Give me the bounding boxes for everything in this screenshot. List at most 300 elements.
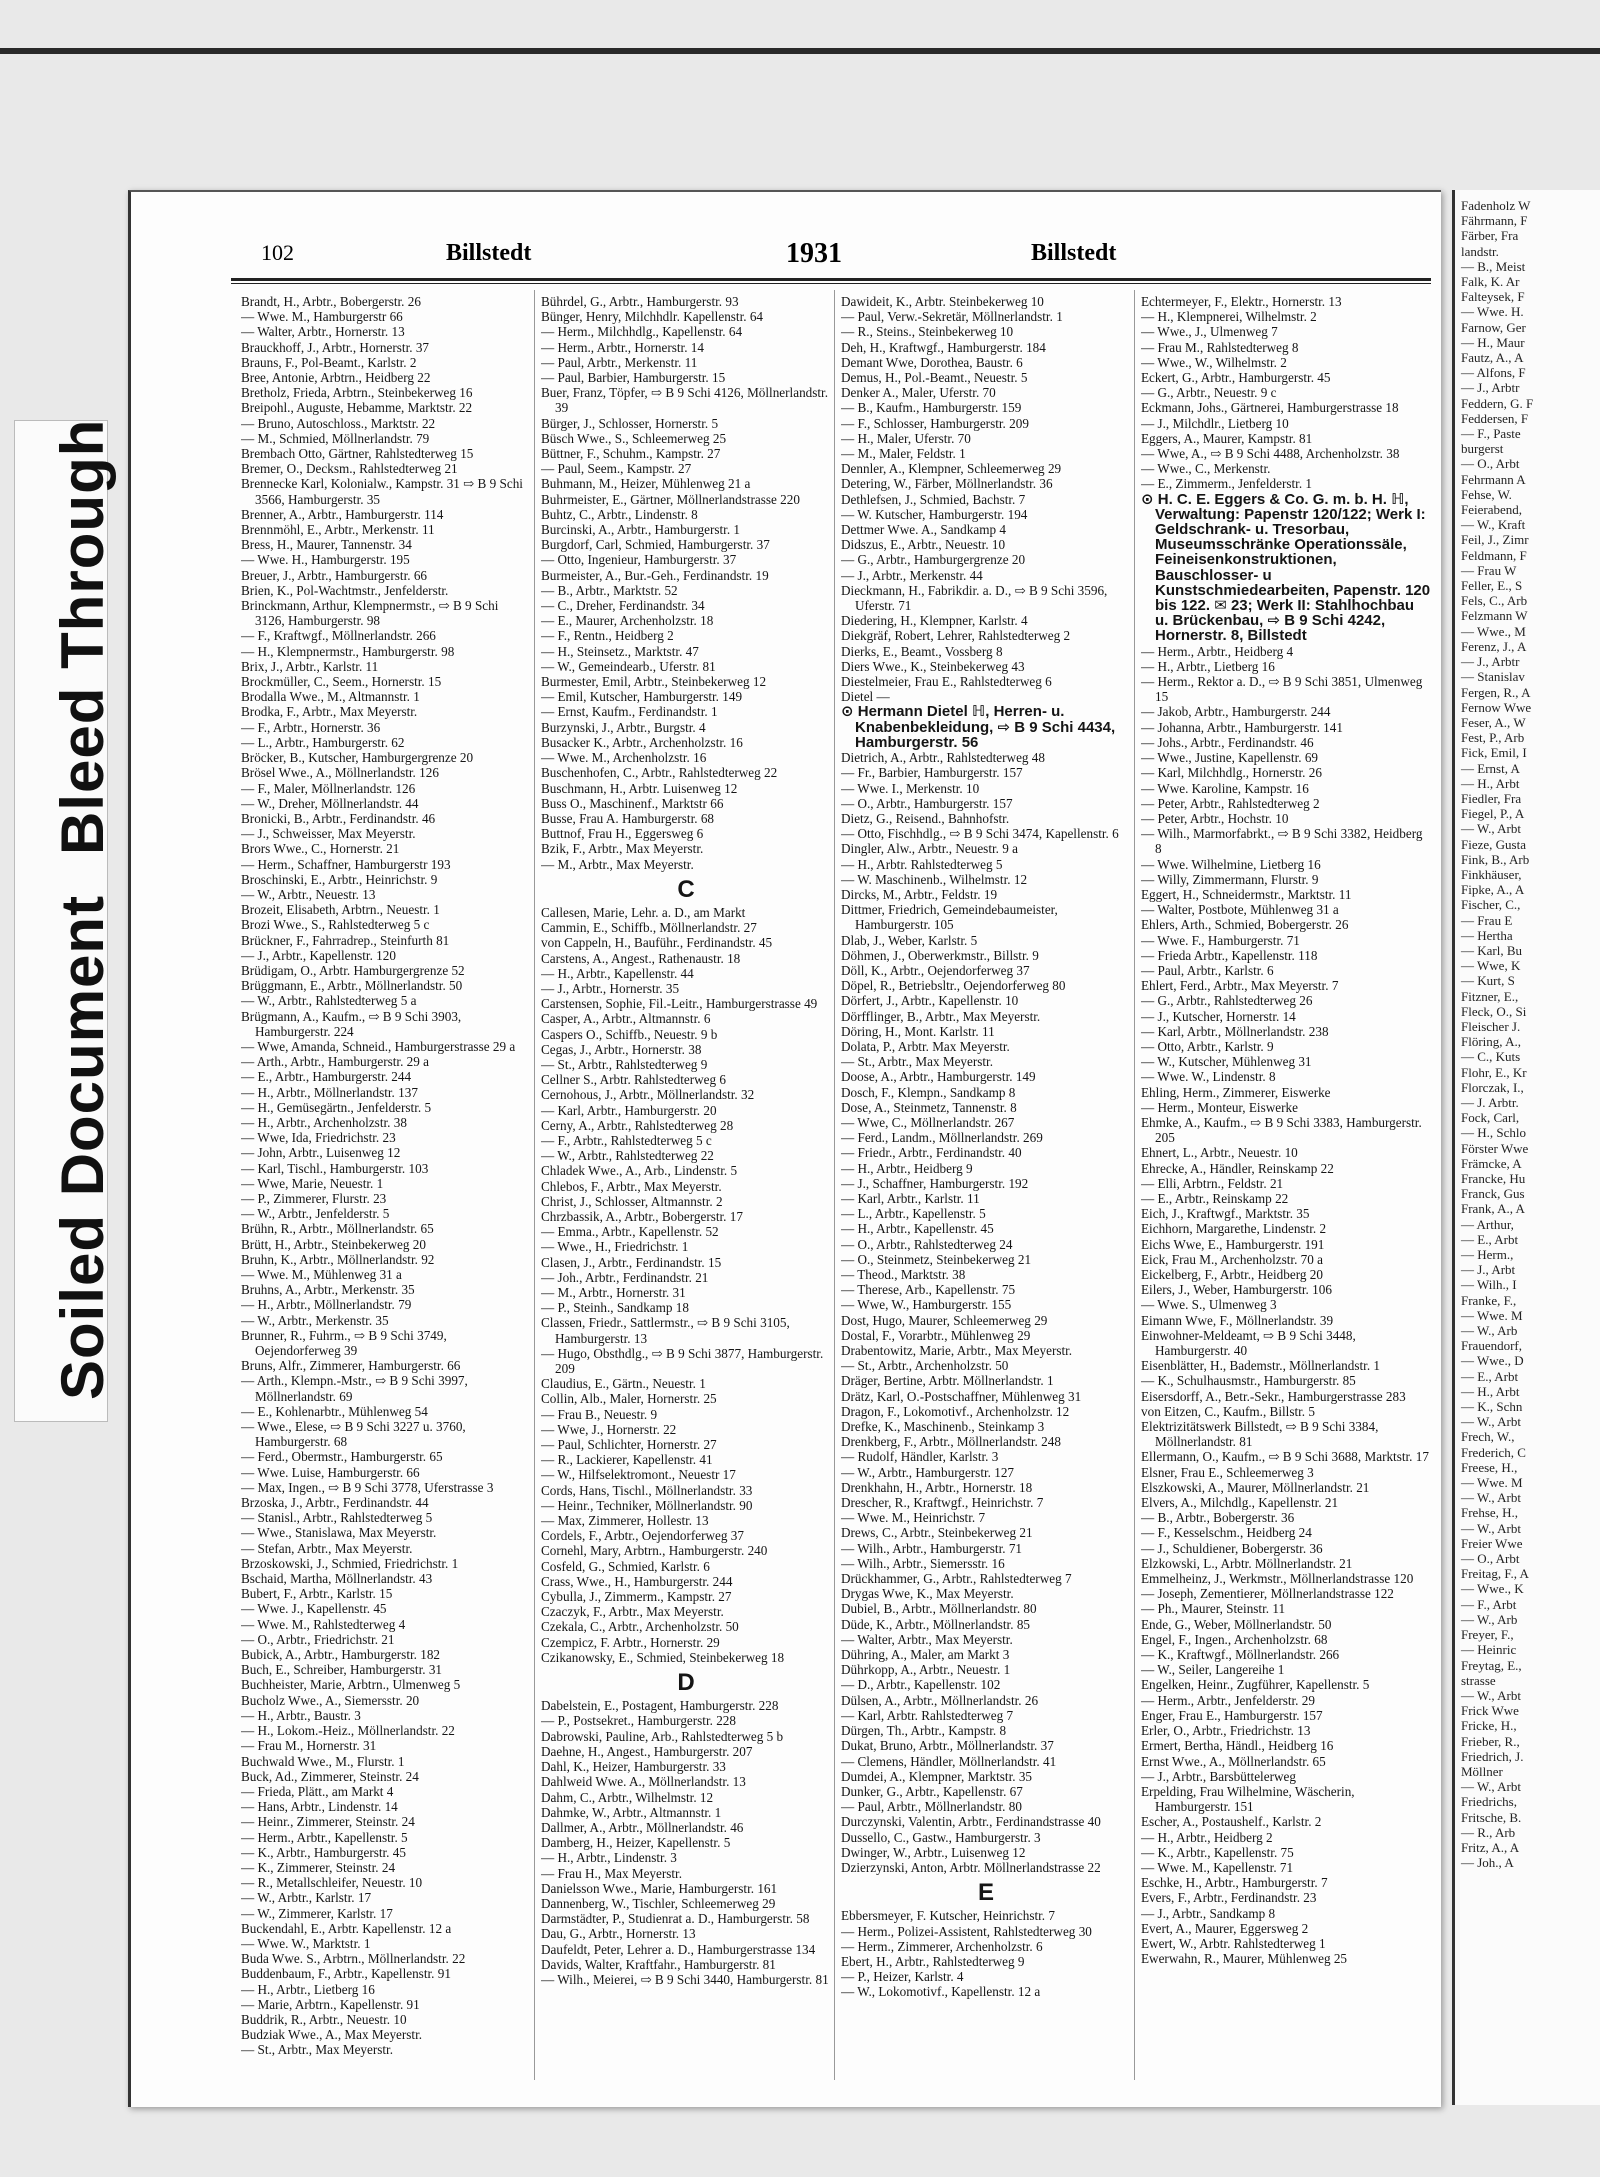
directory-entry: Buch, E., Schreiber, Hamburgerstr. 31 xyxy=(241,1662,443,1678)
directory-entry: Escher, A., Postaushelf., Karlstr. 2 xyxy=(1141,1814,1322,1830)
adjacent-page-line: Fautz, A., A xyxy=(1461,350,1524,366)
directory-entry: — G., Arbtr., Rahlstedterweg 26 xyxy=(1141,993,1313,1009)
directory-entry: — Paul, Arbtr., Möllnerlandstr. 80 xyxy=(841,1799,1022,1815)
directory-entry: — P., Steinh., Sandkamp 18 xyxy=(541,1300,689,1316)
directory-entry: Cords, Hans, Tischl., Möllnerlandstr. 33 xyxy=(541,1482,753,1498)
label-bleed-through: Bleed Through xyxy=(49,418,116,855)
directory-entry: — Wilh., Meierei, ⇨ B 9 Schi 3440, Hamburgerstr. 81 xyxy=(541,1971,829,1987)
directory-entry: — H., Arbtr., Lietberg 16 xyxy=(241,1981,375,1997)
directory-entry: Dwinger, W., Arbtr., Luisenweg 12 xyxy=(841,1844,1026,1860)
directory-entry: Eick, Frau M., Archenholzstr. 70 a xyxy=(1141,1251,1324,1267)
adjacent-page-line: — Wilh., I xyxy=(1461,1277,1517,1293)
directory-entry: Dragon, F., Lokomotivf., Archenholzstr. 12 xyxy=(841,1403,1070,1419)
adjacent-page-line: Frieber, R., xyxy=(1461,1733,1520,1749)
directory-entry: Eckert, G., Arbtr., Hamburgerstr. 45 xyxy=(1141,370,1331,386)
adjacent-page-line: Friedrich, J. xyxy=(1461,1748,1524,1764)
directory-entry: — J., Schweisser, Max Meyerstr. xyxy=(241,826,416,842)
directory-entry: — Wwe. Karoline, Kampstr. 16 xyxy=(1141,780,1309,796)
directory-entry: — Heinr., Techniker, Möllnerlandstr. 90 xyxy=(541,1497,753,1513)
directory-entry: — W., Gemeindearb., Uferstr. 81 xyxy=(541,658,716,674)
adjacent-page-line: — R., Arb xyxy=(1461,1824,1516,1840)
adjacent-page-line: — Wwe. M xyxy=(1461,1307,1523,1323)
directory-entry: — Herm., Arbtr., Kapellenstr. 5 xyxy=(241,1829,408,1845)
directory-entry: — O., Steinmetz, Steinbekerweg 21 xyxy=(841,1251,1032,1267)
directory-entry: Cernohous, J., Arbtr., Möllnerlandstr. 32 xyxy=(541,1087,755,1103)
directory-entry: — J., Arbtr., Barsbüttelerweg xyxy=(1141,1768,1296,1784)
adjacent-page-line: Freytag, E., xyxy=(1461,1657,1522,1673)
directory-entry: — Karl, Arbtr., Möllnerlandstr. 238 xyxy=(1141,1023,1329,1039)
directory-entry: — Wwe. I., Merkenstr. 10 xyxy=(841,780,980,796)
directory-entry: Czempicz, F. Arbtr., Hornerstr. 29 xyxy=(541,1634,720,1650)
directory-entry: Dräger, Bertine, Arbtr. Möllnerlandstr. 1 xyxy=(841,1373,1054,1389)
directory-entry: — H., Arbtr. Rahlstedterweg 5 xyxy=(841,856,1003,872)
directory-entry: — H., Klempnermstr., Hamburgerstr. 98 xyxy=(241,643,455,659)
section-letter: C xyxy=(677,875,695,903)
directory-entry: — Frieda, Plätt., am Markt 4 xyxy=(241,1783,394,1799)
directory-entry: — Rudolf, Händler, Karlstr. 3 xyxy=(841,1449,999,1465)
directory-entry: — Heinr., Zimmerer, Steinstr. 24 xyxy=(241,1814,415,1830)
directory-entry: — W., Arbtr., Rahlstedterweg 22 xyxy=(541,1148,714,1164)
adjacent-page-line: Fick, Emil, I xyxy=(1461,745,1527,761)
directory-entry: Callesen, Marie, Lehr. a. D., am Markt xyxy=(541,904,746,920)
directory-entry: Brauckhoff, J., Arbtr., Hornerstr. 37 xyxy=(241,339,430,355)
firm-advertisement-entry: ⊙ H. C. E. Eggers & Co. G. m. b. H. ℍ, Verwaltung: Papenstr 120/122; Werk I: Geldschrank- u. Tresorbau, Museumsschränke Operationssäle, Feineisenkonstruktionen, Bauschlosser- u Kunstschmiedearbeiten, Papenstr. 120 bis 122. ✉ 23; Werk II: Stahlhochbau u. Brückenbau, ⇨ B 9 Schi 4242, Hornerstr. 8, Billstedt xyxy=(1141,490,1431,645)
directory-entry: Eickelberg, F., Arbtr., Heidberg 20 xyxy=(1141,1267,1323,1282)
directory-entry: — Karl, Tischl., Hamburgerstr. 103 xyxy=(241,1160,429,1176)
directory-entry: Brühn, R., Arbtr., Möllnerlandstr. 65 xyxy=(241,1221,434,1237)
adjacent-page-line: Feldmann, F xyxy=(1461,547,1527,563)
directory-entry: — Wwe. Luise, Hamburgerstr. 66 xyxy=(241,1464,420,1480)
adjacent-page-line: — W., Arb xyxy=(1461,1611,1518,1627)
directory-entry: Brockmüller, C., Seem., Hornerstr. 15 xyxy=(241,674,442,690)
directory-entry: — Wwe. M., Kapellenstr. 71 xyxy=(1141,1859,1294,1875)
directory-entry: — Wilh., Marmorfabrkt., ⇨ B 9 Schi 3382, Heidberg 8 xyxy=(1141,826,1423,857)
directory-entry: — H., Lokom.-Heiz., Möllnerlandstr. 22 xyxy=(241,1723,455,1739)
directory-entry: Buhtz, C., Arbtr., Lindenstr. 8 xyxy=(541,506,698,522)
directory-entry: Chladek Wwe., A., Arb., Lindenstr. 5 xyxy=(541,1163,738,1179)
directory-entry: — W., Arbtr., Neuestr. 13 xyxy=(241,886,376,902)
directory-entry: Brüdigam, O., Arbtr. Hamburgergrenze 52 xyxy=(241,962,465,978)
directory-entry: Dierks, E., Beamt., Vossberg 8 xyxy=(841,643,1003,659)
adjacent-page-line: — B., Meist xyxy=(1461,258,1526,274)
directory-entry: Burcinski, A., Arbtr., Hamburgerstr. 1 xyxy=(541,522,741,538)
directory-entry: Dennler, A., Klempner, Schleemerweg 29 xyxy=(841,461,1062,477)
directory-entry: Brinckmann, Arthur, Klempnermstr., ⇨ B 9 Schi 3126, Hamburgerstr. 98 xyxy=(241,598,499,629)
directory-entry: Buhmann, M., Heizer, Mühlenweg 21 a xyxy=(541,476,751,492)
directory-entry: — St., Arbtr., Max Meyerstr. xyxy=(841,1054,994,1070)
directory-entry: — W. Maschinenb., Wilhelmstr. 12 xyxy=(841,871,1028,887)
directory-entry: Eisersdorff, A., Betr.-Sekr., Hamburgerstrasse 283 xyxy=(1141,1388,1406,1404)
directory-entry: — R., Lackierer, Kapellenstr. 41 xyxy=(541,1452,713,1468)
directory-entry: Cordels, F., Arbtr., Oejendorferweg 37 xyxy=(541,1528,744,1544)
directory-entry: Czikanowsky, E., Schmied, Steinbekerweg 18 xyxy=(541,1649,785,1665)
page-number: 102 xyxy=(261,240,294,265)
directory-entry: — H., Steinsetz., Marktstr. 47 xyxy=(541,643,699,659)
directory-entry: — Elli, Arbtrn., Feldstr. 21 xyxy=(1141,1175,1284,1191)
directory-entry: Brandt, H., Arbtr., Bobergerstr. 26 xyxy=(241,294,421,309)
adjacent-page-line: Freyer, F., xyxy=(1461,1627,1514,1643)
directory-entry: — Wwe., Stanislawa, Max Meyerstr. xyxy=(241,1525,437,1541)
directory-entry: — Stanisl., Arbtr., Rahlstedterweg 5 xyxy=(241,1510,433,1526)
directory-entry: Dabrowski, Pauline, Arb., Rahlstedterweg 5 b xyxy=(541,1728,784,1744)
directory-entry: Dietrich, A., Arbtr., Rahlstedterweg 48 xyxy=(841,750,1045,766)
directory-entry: Dühring, A., Maler, am Markt 3 xyxy=(841,1647,1010,1663)
adjacent-page-line: — O., Arbt xyxy=(1461,1551,1520,1567)
directory-entry: Damberg, H., Heizer, Kapellenstr. 5 xyxy=(541,1835,731,1851)
directory-entry: Dussello, C., Gastw., Hamburgerstr. 3 xyxy=(841,1829,1041,1845)
directory-entry: — W., Arbtr., Merkenstr. 35 xyxy=(241,1312,389,1328)
directory-entry: Döll, K., Arbtr., Oejendorferweg 37 xyxy=(841,962,1030,978)
directory-entry: — Otto, Fischhdlg., ⇨ B 9 Schi 3474, Kapellenstr. 6 xyxy=(841,826,1119,842)
adjacent-page-line: — F., Paste xyxy=(1461,426,1521,442)
directory-entry: Bucholz Wwe., A., Siemersstr. 20 xyxy=(241,1692,420,1708)
column-divider xyxy=(534,290,535,2080)
directory-entry: Dannenberg, W., Tischler, Schleemerweg 29 xyxy=(541,1895,776,1911)
adjacent-page-line: — O., Arbt xyxy=(1461,456,1520,472)
directory-entry: — Wilh., Arbtr., Hamburgerstr. 71 xyxy=(841,1540,1023,1556)
adjacent-page-line: — Stanislav xyxy=(1461,669,1525,685)
directory-entry: Dostal, F., Vorarbtr., Mühlenweg 29 xyxy=(841,1327,1031,1343)
directory-entry: — H., Maler, Uferstr. 70 xyxy=(841,430,971,446)
directory-entry: — Wwe. M., Archenholzstr. 16 xyxy=(541,750,707,766)
directory-entry: Bruhn, K., Arbtr., Möllnerlandstr. 92 xyxy=(241,1251,435,1267)
adjacent-page-line: — W., Arb xyxy=(1461,1323,1518,1339)
directory-entry: — H., Arbtr., Möllnerlandstr. 137 xyxy=(241,1084,418,1100)
adjacent-page-line: Fährmann, F xyxy=(1461,213,1528,229)
adjacent-page-line: Franke, F., xyxy=(1461,1292,1517,1308)
adjacent-page-line: Florczak, I., xyxy=(1461,1079,1524,1095)
directory-entry: — F., Arbtr., Hornerstr. 36 xyxy=(241,719,381,735)
directory-entry: — O., Arbtr., Rahlstedterweg 24 xyxy=(841,1236,1013,1252)
directory-entry: — D., Arbtr., Kapellenstr. 102 xyxy=(841,1677,1001,1693)
directory-entry: Dlab, J., Weber, Karlstr. 5 xyxy=(841,932,978,948)
directory-entry: Düde, K., Arbtr., Möllnerlandstr. 85 xyxy=(841,1616,1031,1632)
adjacent-page-line: — Wwe. M xyxy=(1461,1475,1523,1491)
directory-entry: — R., Metallschleifer, Neuestr. 10 xyxy=(241,1875,423,1891)
directory-entry: Crass, Wwe., H., Hamburgerstr. 244 xyxy=(541,1573,733,1589)
directory-entry: Cammin, E., Schiffb., Möllnerlandstr. 27 xyxy=(541,920,757,936)
directory-entry: Ehling, Herm., Zimmerer, Eiswerke xyxy=(1141,1084,1331,1100)
directory-entry: Büttner, F., Schuhm., Kampstr. 27 xyxy=(541,446,721,462)
directory-entry: — J., Kutscher, Hornerstr. 14 xyxy=(1141,1008,1296,1024)
directory-entry: — Wwe, Marie, Neuestr. 1 xyxy=(241,1175,384,1191)
directory-entry: Detering, W., Färber, Möllnerlandstr. 36 xyxy=(841,476,1053,492)
adjacent-page-line: — Karl, Bu xyxy=(1461,942,1523,958)
directory-entry: — J., Schaffner, Hamburgerstr. 192 xyxy=(841,1175,1029,1191)
directory-entry: Eichs Wwe, E., Hamburgerstr. 191 xyxy=(1141,1236,1325,1252)
directory-entry: — Paul, Barbier, Hamburgerstr. 15 xyxy=(541,370,726,386)
directory-entry: — Karl, Arbtr., Hamburgerstr. 20 xyxy=(541,1102,717,1118)
directory-entry: Ermert, Bertha, Händl., Heidberg 16 xyxy=(1141,1738,1334,1754)
directory-entry: Brennecke Karl, Kolonialw., Kampstr. 31 ⇨ B 9 Schi 3566, Hamburgerstr. 35 xyxy=(241,476,523,507)
directory-entry: Dettmer Wwe. A., Sandkamp 4 xyxy=(841,522,1006,538)
directory-entry: Dahlweid Wwe. A., Möllnerlandstr. 13 xyxy=(541,1774,746,1790)
directory-entry: — H., Arbtr., Baustr. 3 xyxy=(241,1707,361,1723)
directory-entry: Drückhammer, G., Arbtr., Rahlstedterweg 7 xyxy=(841,1571,1072,1587)
adjacent-page-line: Feierabend, xyxy=(1461,502,1523,518)
directory-entry: Busacker K., Arbtr., Archenholzstr. 16 xyxy=(541,734,743,750)
adjacent-page-line: Fischer, C., xyxy=(1461,897,1521,913)
directory-entry: — E., Arbtr., Reinskamp 22 xyxy=(1141,1190,1289,1206)
directory-entry: Buss O., Maschinenf., Marktstr 66 xyxy=(541,795,724,811)
directory-entry: Eisenblätter, H., Bademstr., Möllnerlandstr. 1 xyxy=(1141,1358,1381,1374)
adjacent-page-line: Freier Wwe xyxy=(1461,1535,1523,1551)
label-soiled-document: Soiled Document xyxy=(49,894,116,1400)
directory-entry: — M., Maler, Feldstr. 1 xyxy=(841,446,966,462)
directory-entry: — Wwe. W., Marktstr. 1 xyxy=(241,1935,371,1951)
directory-entry: — Wwe. W., Lindenstr. 8 xyxy=(1141,1069,1276,1085)
directory-entry: Cegas, J., Arbtr., Hornerstr. 38 xyxy=(541,1041,702,1057)
directory-entry: — W., Arbtr., Karlstr. 17 xyxy=(241,1890,372,1906)
directory-entry: Dietz, G., Reisend., Bahnhofstr. xyxy=(841,810,1010,826)
adjacent-page-line: Fitzner, E., xyxy=(1461,988,1519,1004)
directory-entry: — Karl, Arbtr., Karlstr. 11 xyxy=(841,1190,980,1206)
directory-entry: — J., Arbtr., Kapellenstr. 120 xyxy=(241,947,396,963)
directory-entry: Drätz, Karl, O.-Postschaffner, Mühlenweg 31 xyxy=(841,1388,1082,1404)
directory-entry: Büsch Wwe., S., Schleemerweg 25 xyxy=(541,430,727,446)
directory-entry: Buckendahl, E., Arbtr. Kapellenstr. 12 a xyxy=(241,1920,452,1936)
directory-entry: Dethlefsen, J., Schmied, Bachstr. 7 xyxy=(841,491,1026,507)
directory-entry: — Frau M., Hornerstr. 31 xyxy=(241,1738,377,1754)
directory-entry: Diers Wwe., K., Steinbekerweg 43 xyxy=(841,658,1025,674)
section-letter: D xyxy=(677,1669,695,1697)
directory-entry: Brors Wwe., C., Hornerstr. 21 xyxy=(241,841,400,857)
adjacent-page-text xyxy=(1455,190,1600,1870)
adjacent-page-line: Feil, J., Zimr xyxy=(1461,532,1529,548)
adjacent-page-line: Flöring, A., xyxy=(1461,1034,1521,1050)
adjacent-page-line: Feddern, G. F xyxy=(1461,395,1534,411)
directory-entry: — Wwe. Wilhelmine, Lietberg 16 xyxy=(1141,856,1321,872)
adjacent-page-line: — Wwe., M xyxy=(1461,623,1526,639)
adjacent-page-line: — Ernst, A xyxy=(1461,760,1520,776)
directory-entry: — Paul, Seem., Kampstr. 27 xyxy=(541,461,692,477)
directory-entry: — St., Arbtr., Rahlstedterweg 9 xyxy=(541,1056,708,1072)
directory-entry: — W., Seiler, Langereihe 1 xyxy=(1141,1662,1285,1678)
directory-entry: Dose, A., Steinmetz, Tannenstr. 8 xyxy=(841,1099,1017,1115)
directory-entry: — K., Kraftwgf., Möllnerlandstr. 266 xyxy=(1141,1647,1340,1663)
directory-entry: — Wwe. M., Hamburgerstr 66 xyxy=(241,309,403,325)
directory-entry: Buck, Ad., Zimmerer, Steinstr. 24 xyxy=(241,1768,419,1784)
directory-entry: Danielsson Wwe., Marie, Hamburgerstr. 161 xyxy=(541,1880,778,1896)
directory-entry: — F., Maler, Möllnerlandstr. 126 xyxy=(241,780,416,796)
directory-entry: Brzoska, J., Arbtr., Ferdinandstr. 44 xyxy=(241,1495,429,1511)
directory-entry: — Wwe, W., Hamburgerstr. 155 xyxy=(841,1297,1012,1313)
directory-entry: Buchheister, Marie, Arbtrn., Ulmenweg 5 xyxy=(241,1677,461,1693)
directory-entry: — St., Arbtr., Archenholzstr. 50 xyxy=(841,1358,1009,1374)
directory-entry: — F., Rentn., Heidberg 2 xyxy=(541,628,674,644)
adjacent-page-line: Franck, Gus xyxy=(1461,1186,1525,1202)
adjacent-page-line: Möllner xyxy=(1461,1763,1503,1779)
directory-entry: Dörfert, J., Arbtr., Kapellenstr. 10 xyxy=(841,993,1019,1009)
directory-entry: Brückner, F., Fahrradrep., Steinfurth 81 xyxy=(241,932,450,948)
directory-entry: Ehnert, L., Arbtr., Neuestr. 10 xyxy=(1141,1145,1298,1161)
directory-entry: — B., Arbtr., Marktstr. 52 xyxy=(541,582,678,598)
directory-entry: — G., Arbtr., Neuestr. 9 c xyxy=(1141,385,1277,401)
adjacent-page-line: Fadenholz W xyxy=(1461,198,1531,213)
directory-entry: Dörfflinger, B., Arbtr., Max Meyerstr. xyxy=(841,1008,1041,1024)
directory-entry: — Wwe., H., Friedrichstr. 1 xyxy=(541,1239,689,1255)
directory-entry: Dürgen, Th., Arbtr., Kampstr. 8 xyxy=(841,1723,1007,1739)
adjacent-page-line: — C., Kuts xyxy=(1461,1049,1521,1065)
directory-entry: — Paul, Verw.-Sekretär, Möllnerlandstr. 1 xyxy=(841,309,1063,325)
directory-entry: Brozeit, Elisabeth, Arbtrn., Neuestr. 1 xyxy=(241,902,440,918)
adjacent-page-line: — Wwe, K xyxy=(1461,958,1521,974)
directory-entry: Cybulla, J., Zimmerm., Kampstr. 27 xyxy=(541,1589,732,1605)
adjacent-page-line: — H., Arbt xyxy=(1461,775,1520,791)
directory-entry: Brien, K., Pol-Wachtmstr., Jenfelderstr. xyxy=(241,582,449,598)
directory-entry: Czaczyk, F., Arbtr., Max Meyerstr. xyxy=(541,1604,724,1620)
directory-entry: Bürger, J., Schlosser, Hornerstr. 5 xyxy=(541,415,719,431)
directory-entry: — Wwe, A., ⇨ B 9 Schi 4488, Archenholzstr. 38 xyxy=(1141,446,1400,462)
directory-entry: von Eitzen, C., Kaufm., Billstr. 5 xyxy=(1141,1403,1315,1419)
directory-entry: Breuer, J., Arbtr., Hamburgerstr. 66 xyxy=(241,567,428,583)
page-header xyxy=(131,240,1441,280)
directory-entry: Bronicki, B., Arbtr., Ferdinandstr. 46 xyxy=(241,810,436,826)
adjacent-page-line: Fergen, R., A xyxy=(1461,684,1531,700)
adjacent-page-line: strasse xyxy=(1461,1672,1496,1688)
adjacent-page-line: — J., Arbt xyxy=(1461,1262,1516,1278)
directory-entry: Burmeister, A., Bur.-Geh., Ferdinandstr. 19 xyxy=(541,567,769,583)
adjacent-page-line: Fest, P., Arb xyxy=(1461,730,1525,746)
directory-entry: Ewerwahn, R., Maurer, Mühlenweg 25 xyxy=(1141,1951,1348,1967)
directory-entry: — H., Gemüsegärtn., Jenfelderstr. 5 xyxy=(241,1099,432,1115)
directory-entry: — Wwe., Elese, ⇨ B 9 Schi 3227 u. 3760, Hamburgerstr. 68 xyxy=(241,1419,466,1450)
directory-entry: — O., Arbtr., Hamburgerstr. 157 xyxy=(841,795,1013,811)
header-rule-thin xyxy=(231,283,1431,284)
directory-entry: Dzierzynski, Anton, Arbtr. Möllnerlandstrasse 22 xyxy=(841,1859,1101,1875)
directory-entry: — Walter, Postbote, Mühlenweg 31 a xyxy=(1141,902,1339,918)
adjacent-page-line: landstr. xyxy=(1461,243,1499,259)
column-divider xyxy=(1134,290,1135,2080)
adjacent-page-line: Fleischer J. xyxy=(1461,1018,1521,1034)
directory-entry: Eggers, A., Maurer, Kampstr. 81 xyxy=(1141,430,1313,446)
directory-entry: Bress, H., Maurer, Tannenstr. 34 xyxy=(241,537,412,553)
directory-entry: — J., Schuldiener, Bobergerstr. 36 xyxy=(1141,1540,1323,1556)
adjacent-page-line: Frederich, C xyxy=(1461,1444,1526,1460)
directory-entry: — Frau B., Neuestr. 9 xyxy=(541,1406,658,1422)
directory-entry: — R., Steins., Steinbekerweg 10 xyxy=(841,324,1014,340)
directory-entry: Daufeldt, Peter, Lehrer a. D., Hamburgerstrasse 134 xyxy=(541,1941,816,1957)
directory-entry: Brunner, R., Fuhrm., ⇨ B 9 Schi 3749, Oejendorferweg 39 xyxy=(241,1327,447,1359)
directory-entry: Ellermann, O., Kaufm., ⇨ B 9 Schi 3688, Marktstr. 17 xyxy=(1141,1449,1429,1465)
directory-entry: — W., Hilfselektromont., Neuestr 17 xyxy=(541,1467,736,1483)
directory-entry: — Ph., Maurer, Steinstr. 11 xyxy=(1141,1601,1286,1617)
directory-entry: — Ferd., Obermstr., Hamburgerstr. 65 xyxy=(241,1449,443,1465)
directory-entry: Bschaid, Martha, Möllnerlandstr. 43 xyxy=(241,1571,433,1587)
adjacent-page-line: — Heinric xyxy=(1461,1642,1517,1658)
directory-entry: Enger, Frau E., Hamburgerstr. 157 xyxy=(1141,1707,1323,1723)
directory-entry: — Willy, Zimmermann, Flurstr. 9 xyxy=(1141,871,1319,887)
directory-entry: Brembach Otto, Gärtner, Rahlstedterweg 15 xyxy=(241,446,474,462)
directory-entry: Brauns, F., Pol-Beamt., Karlstr. 2 xyxy=(241,354,417,370)
directory-entry: — Walter, Arbtr., Max Meyerstr. xyxy=(841,1631,1013,1647)
adjacent-page-line: Friedrichs, xyxy=(1461,1794,1517,1810)
directory-entry: Brennmöhl, E., Arbtr., Merkenstr. 11 xyxy=(241,522,435,538)
directory-entry: Drews, C., Arbtr., Steinbekerweg 21 xyxy=(841,1525,1033,1541)
adjacent-page-line: — W., Arbt xyxy=(1461,1779,1521,1795)
adjacent-page-line: Frank, A., A xyxy=(1461,1201,1525,1217)
adjacent-page-line: Frehse, H., xyxy=(1461,1505,1519,1521)
directory-entry: Dukat, Bruno, Arbtr., Möllnerlandstr. 37 xyxy=(841,1738,1054,1754)
directory-entry: Dost, Hugo, Maurer, Schleemerweg 29 xyxy=(841,1312,1048,1328)
directory-entry: Bree, Antonie, Arbtrn., Heidberg 22 xyxy=(241,370,431,386)
directory-entry: Bzik, F., Arbtr., Max Meyerstr. xyxy=(541,841,704,857)
directory-entry: — Wwe., W., Wilhelmstr. 2 xyxy=(1141,354,1287,370)
directory-entry: — Karl, Arbtr. Rahlstedterweg 7 xyxy=(841,1707,1014,1723)
header-place-right: Billstedt xyxy=(1031,240,1117,266)
directory-entry: — Herm., Arbtr., Heidberg 4 xyxy=(1141,643,1294,659)
directory-entry: Brügmann, A., Kaufm., ⇨ B 9 Schi 3903, Hamburgerstr. 224 xyxy=(241,1008,462,1039)
directory-entry: — Herm., Arbtr., Hornerstr. 14 xyxy=(541,339,704,355)
directory-entry: — J., Arbtr., Sandkamp 8 xyxy=(1141,1905,1276,1921)
adjacent-page-edge xyxy=(1452,190,1600,2105)
directory-entry: Eilers, J., Weber, Hamburgerstr. 106 xyxy=(1141,1282,1332,1298)
adjacent-page-line: — W., Arbt xyxy=(1461,1490,1521,1506)
directory-entry: Emmelheinz, J., Werkmstr., Möllnerlandstrasse 120 xyxy=(1141,1571,1414,1587)
directory-entry: Christ, J., Schlosser, Altmannstr. 2 xyxy=(541,1193,723,1209)
adjacent-page-line: Freese, H., xyxy=(1461,1459,1518,1475)
directory-entry: Bremer, O., Decksm., Rahlstedterweg 21 xyxy=(241,461,458,477)
directory-entry: Elektrizitätswerk Billstedt, ⇨ B 9 Schi 3384, Möllnerlandstr. 81 xyxy=(1141,1419,1379,1450)
directory-entry: Eckmann, Johs., Gärtnerei, Hamburgerstrasse 18 xyxy=(1141,400,1399,416)
directory-entry: — St., Arbtr., Max Meyerstr. xyxy=(241,2042,394,2058)
directory-entry: Eichhorn, Margarethe, Lindenstr. 2 xyxy=(1141,1221,1327,1237)
directory-entry: Eggert, H., Schneidermstr., Marktstr. 11 xyxy=(1141,886,1352,902)
directory-entry: — Wwe, Ida, Friedrichstr. 23 xyxy=(241,1130,396,1146)
adjacent-page-line: — Kurt, S xyxy=(1461,973,1515,989)
directory-entry: — M., Arbtr., Max Meyerstr. xyxy=(541,856,694,872)
directory-entry: Daehne, H., Angest., Hamburgerstr. 207 xyxy=(541,1743,753,1759)
directory-entry: — Bruno, Autoschloss., Marktstr. 22 xyxy=(241,415,436,431)
directory-entry: Casper, A., Arbtr., Altmannstr. 6 xyxy=(541,1011,711,1027)
directory-entry: — M., Arbtr., Hornerstr. 31 xyxy=(541,1285,686,1300)
directory-entry: — Wwe., C., Merkenstr. xyxy=(1141,461,1271,477)
document-condition-label xyxy=(48,419,117,1400)
directory-entry: Dührkopp, A., Arbtr., Neuestr. 1 xyxy=(841,1662,1011,1678)
directory-entry: — W., Arbtr., Hamburgerstr. 127 xyxy=(841,1464,1015,1480)
directory-entry: — O., Arbtr., Friedrichstr. 21 xyxy=(241,1631,395,1647)
directory-entry: Classen, Friedr., Sattlermstr., ⇨ B 9 Schi 3105, Hamburgerstr. 13 xyxy=(541,1315,790,1346)
directory-entry: Dau, G., Arbtr., Hornerstr. 13 xyxy=(541,1926,696,1942)
adjacent-page-line: Falk, K. Ar xyxy=(1461,274,1520,290)
adjacent-page-line: Förster Wwe xyxy=(1461,1140,1529,1156)
directory-entry: — Friedr., Arbtr., Ferdinandstr. 40 xyxy=(841,1145,1022,1161)
adjacent-page-line: Falteysek, F xyxy=(1461,289,1525,305)
directory-entry: Drygas Wwe, K., Max Meyerstr. xyxy=(841,1586,1014,1602)
directory-entry: Brösel Wwe., A., Möllnerlandstr. 126 xyxy=(241,765,439,781)
directory-entry: — F., Arbtr., Rahlstedterweg 5 c xyxy=(541,1132,712,1148)
directory-entry: Brenner, A., Arbtr., Hamburgerstr. 114 xyxy=(241,506,444,522)
directory-entry: Brüggmann, E., Arbtr., Möllnerlandstr. 50 xyxy=(241,978,463,994)
directory-entry: Dosch, F., Klempn., Sandkamp 8 xyxy=(841,1084,1016,1100)
adjacent-page-line: Fipke, A., A xyxy=(1461,882,1525,898)
directory-entry: Döring, H., Mont. Karlstr. 11 xyxy=(841,1023,995,1039)
directory-entry: Burgdorf, Carl, Schmied, Hamburgerstr. 37 xyxy=(541,537,770,553)
directory-entry: — H., Arbtr., Kapellenstr. 44 xyxy=(541,965,694,981)
directory-entry: Buschmann, H., Arbtr. Luisenweg 12 xyxy=(541,780,738,796)
directory-entry: Cellner S., Arbtr. Rahlstedterweg 6 xyxy=(541,1072,726,1088)
adjacent-page-line: Främcke, A xyxy=(1461,1155,1522,1171)
directory-entry: Brix, J., Arbtr., Karlstr. 11 xyxy=(241,658,379,674)
directory-entry: Brodka, F., Arbtr., Max Meyerstr. xyxy=(241,704,418,720)
directory-entry: — H., Arbtr., Kapellenstr. 45 xyxy=(841,1221,994,1237)
adjacent-page-line: — W., Arbt xyxy=(1461,1414,1521,1430)
header-rule-thick xyxy=(231,278,1431,281)
directory-entry: Buchwald Wwe., M., Flurstr. 1 xyxy=(241,1753,405,1769)
directory-entry: — K., Arbtr., Hamburgerstr. 45 xyxy=(241,1844,406,1860)
directory-entry: — W., Arbtr., Jenfelderstr. 5 xyxy=(241,1206,390,1222)
directory-entry: Dahl, K., Heizer, Hamburgerstr. 33 xyxy=(541,1759,726,1775)
